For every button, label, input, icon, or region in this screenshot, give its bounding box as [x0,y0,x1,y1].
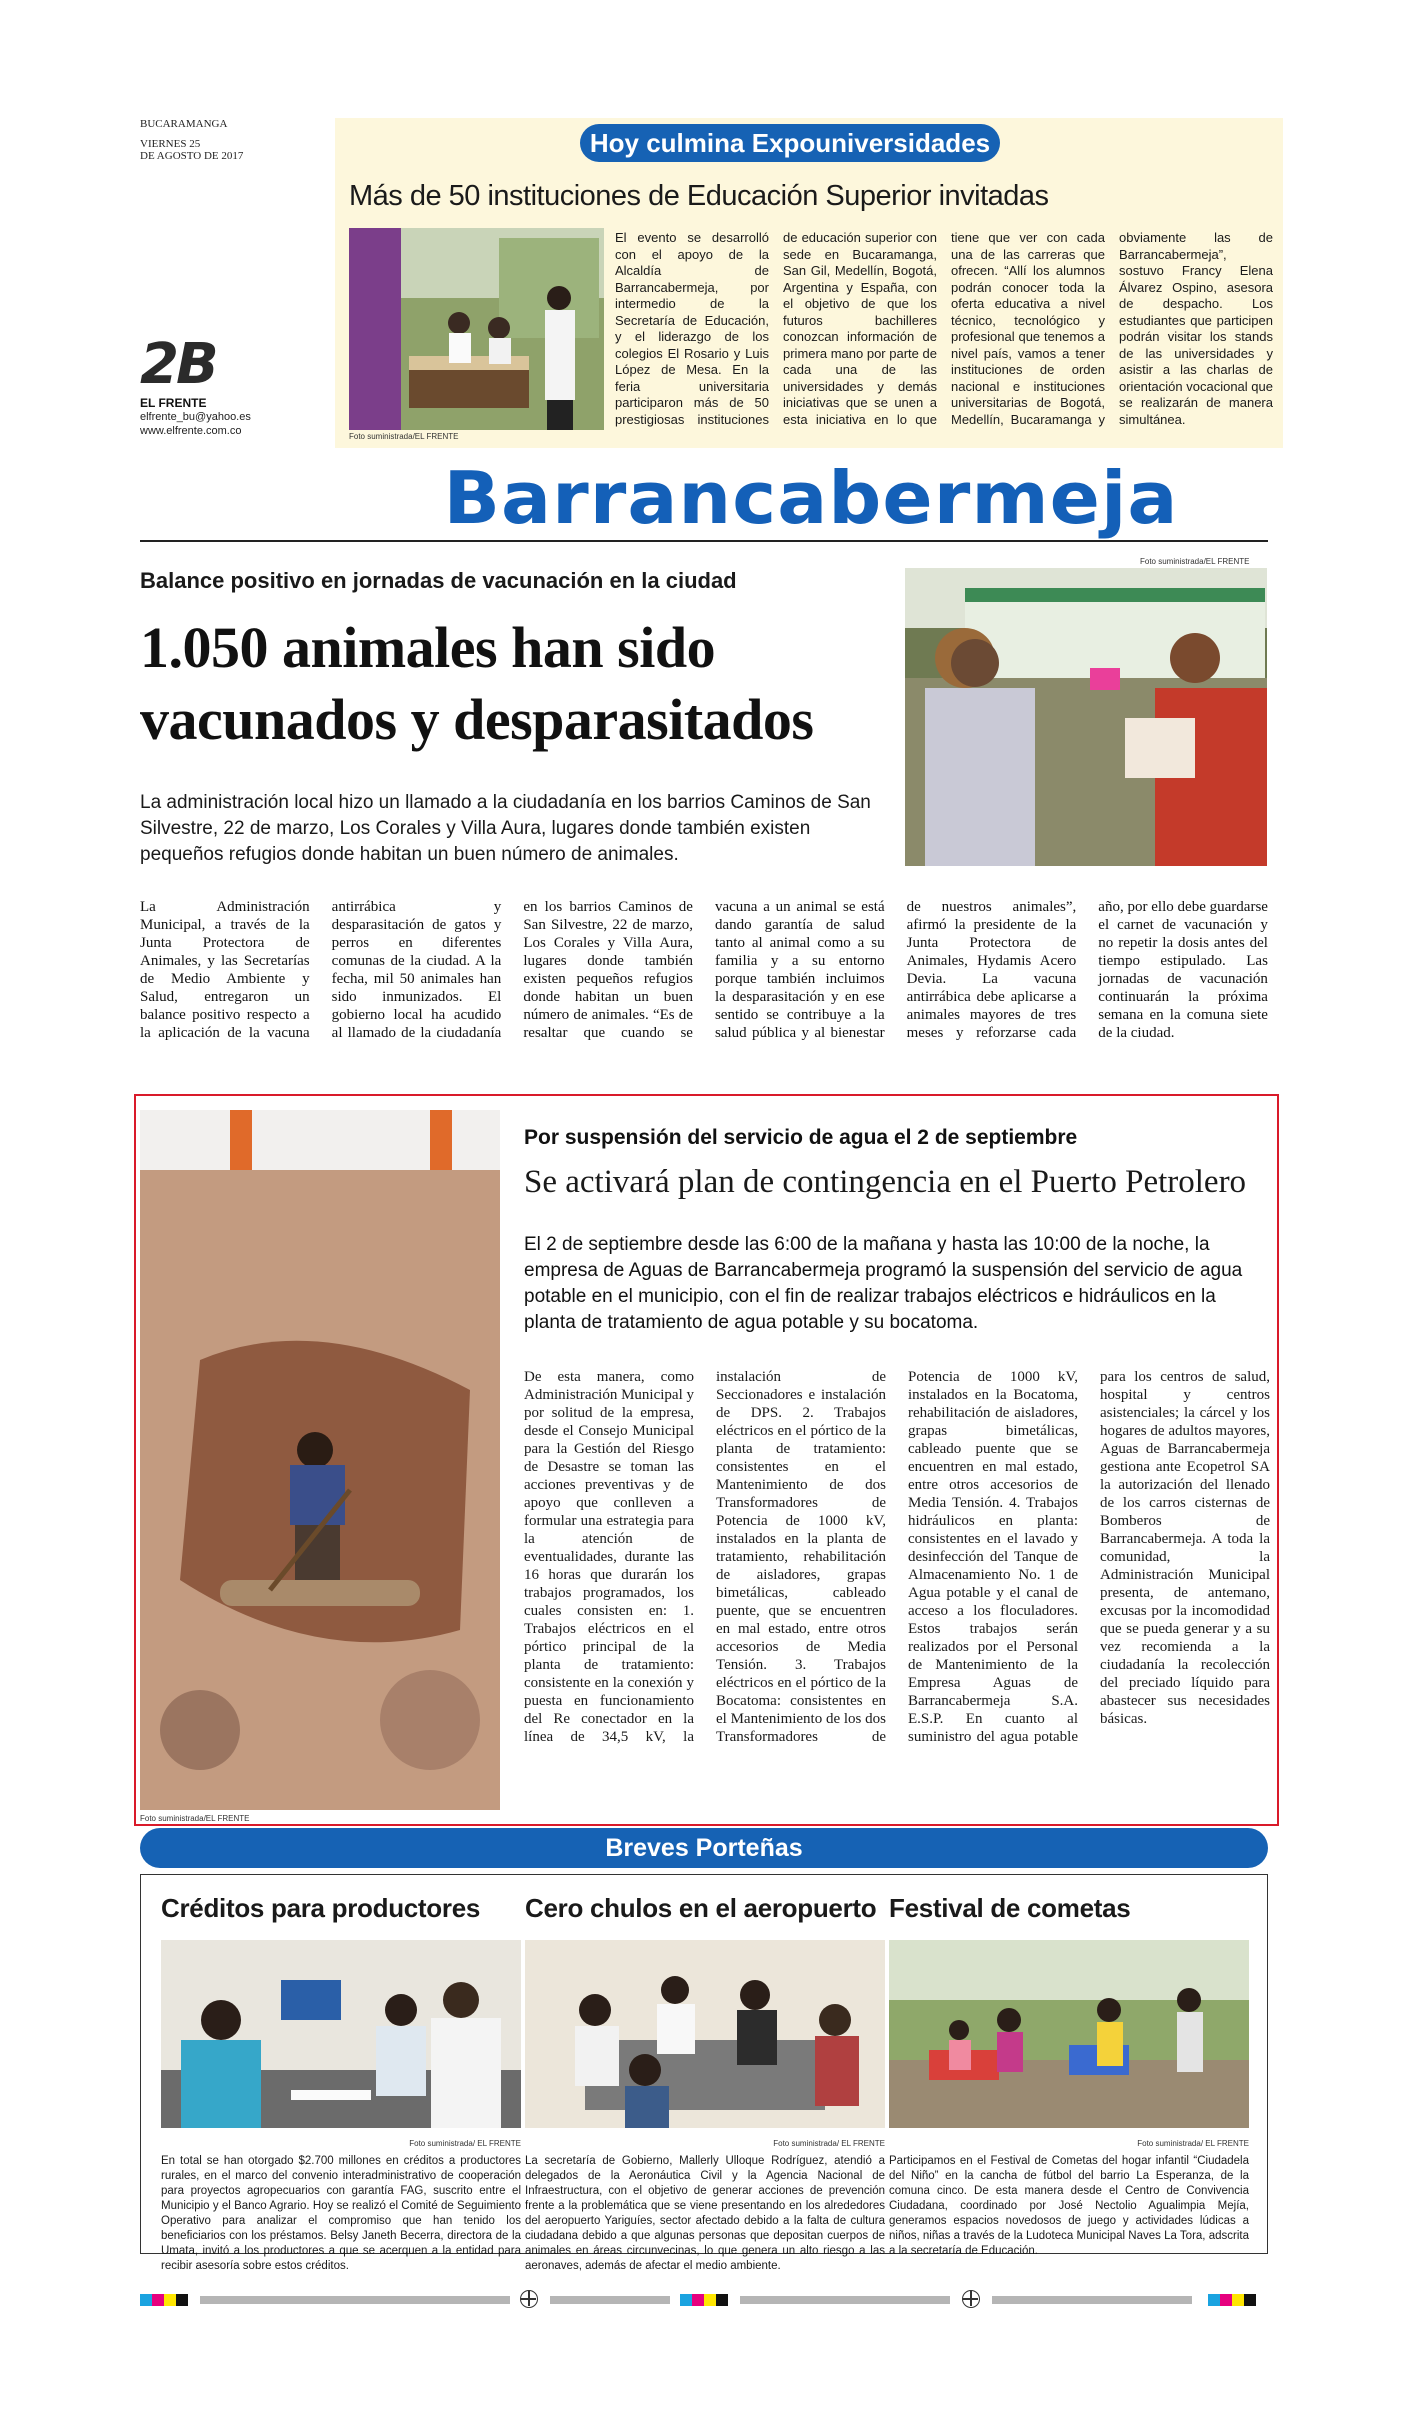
agua-headline: Se activará plan de contingencia en el Puerto Petrolero [524,1164,1247,1200]
expo-headline: Más de 50 instituciones de Educación Superior invitadas [349,180,1049,212]
expo-badge: Hoy culmina Expouniversidades [580,124,1000,162]
black-swatch [176,2294,188,2306]
agua-photo [140,1110,500,1810]
cyan-swatch [1208,2294,1220,2306]
print-registration-bar [140,2290,1268,2310]
brand-name: EL FRENTE [140,396,207,410]
brief-text: En total se han otorgado $2.700 millones en créditos a productores rurales, en el marco del convenio interadministrativo de cooperación para proyectos agropecuarios con garantía FAG, suscrito entre el Municipio y el Banco Agrario. Hoy se realizó el Comité de Seguimiento Operativo para analizar el compromiso que han tenido los beneficiarios con los préstamos. Belsy Janeth Becerra, directora de la Umata, invitó a los productores a que se acerquen a la entidad para recibir asesoría sobre estos créditos. [161,2155,521,2272]
expo-photo [349,228,604,430]
gray-bar [992,2296,1192,2304]
section-title-text: Barrancabermeja [443,456,1179,540]
section-title [336,458,1286,538]
vacunacion-body: La Administración Municipal, a través de la Junta Protectora de Animales, y las Secretarías de Medio Ambiente y Salud, entregaron un balance positivo respecto a la aplicación de la vacuna antirrábica y desparasitación de gatos y perros en diferentes comunas de la ciudad. A la fecha, mil 50 animales han sido inmunizados. El gobierno local ha acudido al llamado de la ciudadanía en los barrios Caminos de San Silvestre, 22 de marzo, Los Corales y Villa Aura, lugares donde también existen pequeños refugios donde habitan un buen número de animales. “Es de resaltar que cuando se vacuna a un animal se está dando garantía de salud tanto al animal como a su familia y a su entorno porque también incluimos la desparasitación y en ese sentido se contribuye a la salud pública y al bienestar de nuestros animales”, afirmó la presidente de la Junta Protectora de Animales, Hydamis Acero Devia. La vacuna antirrábica debe aplicarse a animales mayores de tres meses y reforzarse cada año, por ello debe guardarse el carnet de vacunación y no repetir la dosis antes del tiempo estipulado. Las jornadas de vacunación continuarán la próxima semana en la comuna siete de la ciudad. [140,899,1268,1041]
expo-article [335,118,1283,448]
gray-bar [200,2296,510,2304]
vacunacion-lead: La administración local hizo un llamado a la ciudadanía en los barrios Caminos de San Silvestre, 22 de marzo, Los Corales y Villa Aura, lugares donde también existen pequeños refugios donde habitan un buen número de animales. [140,792,871,865]
section-rule [140,540,1268,542]
page-number: 2B [140,332,216,397]
agua-article [134,1094,1279,1826]
brief-photo [889,1940,1249,2128]
cyan-swatch [140,2294,152,2306]
yellow-swatch [1232,2294,1244,2306]
page-info [140,332,280,438]
brief-photo-credit: Foto suministrada/ EL FRENTE [409,2139,521,2148]
vacunacion-photo-credit: Foto suministrada/EL FRENTE [1140,557,1250,566]
breves-box [140,1874,1268,2272]
registration-mark-icon [962,2290,980,2308]
date: DE AGOSTO DE 2017 [140,150,244,162]
agua-body: De esta manera, como Administración Municipal y por solitud de la empresa, desde el Consejo Municipal para la Gestión del Riesgo de Desastre se toman las acciones preventivas y de apoyo que conlleven a formular una estrategia para la atención de eventualidades, durante las 16 horas que durarán los trabajos programados, los cuales consisten en: 1. Trabajos eléctricos en el pórtico principal de la planta de tratamiento: consistente en la conexión y puesta en funcionamiento del Re conectador en la línea de 34,5 kV, la instalación de Seccionadores e instalación de DPS. 2. Trabajos eléctricos en el pórtico de la planta de tratamiento: consistentes en el Mantenimiento de dos Transformadores de Potencia de 1000 kV, instalados en la planta de tratamiento, rehabilitación de aisladores, grapas bimetálicas, cableado puente, que se encuentren en mal estado, entre otros accesorios de Media Tensión. 3. Trabajos eléctricos en el pórtico de la Bocatoma: consistentes en el Mantenimiento de los dos Transformadores de Potencia de 1000 kV, instalados en la Bocatoma, rehabilitación de aisladores, grapas bimetálicas, cableado puente que se encuentren en mal estado, entre otros accesorios de Media Tensión. 4. Trabajos hidráulicos en planta: consistentes en el lavado y desinfección del Tanque de Almacenamiento No. 1 de Agua potable y el canal de acceso a los floculadores. Estos trabajos serán realizados por el Personal de Mantenimiento de la Empresa Aguas de Barrancabermeja S.A. E.S.P. En cuanto al suministro del agua potable para los centros de salud, hospital y centros asistenciales; la cárcel y los hogares de adultos mayores, Aguas de Barrancabermeja gestiona ante Ecopetrol SA la autorización del llenado de los carros cisternas de Bomberos de Barrancabermeja. A toda la comunidad, la Administración Municipal presenta, de antemano, excusas por la incomodidad que se pueda generar y a su vez recomienda a la ciudadanía la recolección del preciado líquido para abastecer sus necesidades básicas. [524,1369,1270,1745]
agua-photo-credit: Foto suministrada/EL FRENTE [140,1814,250,1823]
registration-mark-icon [520,2290,538,2308]
edition-info [140,118,280,162]
brief-text: La secretaría de Gobierno, Mallerly Ulloque Rodríguez, atendió a delegados de la Aeronáutica Civil y la Agencia Nacional de Infraestructura, con el objetivo de generar acciones de prevención frente a la problemática que se viene presentando en los alrededores del aeropuerto Yariguíes, sector afectado debido a la falta de cultura ciudadana debido a que algunas personas que depositan cuerpos de animales en áreas circunvecinas, lo que genera un alto riesgo a las aeronaves, además de afectar el medio ambiente. [525,2155,885,2272]
brief-title: Cero chulos en el aeropuerto [525,1893,877,1923]
agua-kicker: Por suspensión del servicio de agua el 2 de septiembre [524,1126,1078,1149]
email: elfrente_bu@yahoo.es [140,411,251,423]
brief-photo-credit: Foto suministrada/ EL FRENTE [773,2139,885,2148]
brief-photo [525,1940,885,2128]
brief-creditos [161,1875,521,2274]
vacunacion-headline: 1.050 animales han sido vacunados y desparasitados [140,615,814,752]
black-swatch [716,2294,728,2306]
magenta-swatch [692,2294,704,2306]
gray-bar [550,2296,670,2304]
yellow-swatch [164,2294,176,2306]
brief-text: Participamos en el Festival de Cometas del hogar infantil “Ciudadela del Niño” en la cancha de fútbol del barrio La Esperanza, de la comuna cinco. De esta manera desde el Centro de Convivencia Ciudadana, coordinado por José Nectolio Agualimpia Mejía, generamos espacios novedosos de juego y actividades lúdicas a niños, niñas a través de la Ludoteca Municipal Naves La Tora, adscrita a la secretaría de Educación. [889,2155,1249,2257]
brief-chulos [525,1875,885,2274]
black-swatch [1244,2294,1256,2306]
cyan-swatch [680,2294,692,2306]
expo-body: El evento se desarrolló con el apoyo de la Alcaldía de Barrancabermeja, por intermedio de la Secretaría de Educación, y el liderazgo de los colegios El Rosario y Luis López de Mesa. En la feria universitaria participaron más de 50 prestigiosas instituciones de educación superior con sede en Bucaramanga, San Gil, Medellín, Bogotá, Argentina y España, con el objetivo de que los futuros bachilleres conozcan información de primera mano por parte de cada una de las universidades y demás iniciativas que se unen a esta iniciativa en lo que tiene que ver con cada una de las carreras que ofrecen. “Allí los alumnos podrán conocer toda la oferta educativa a nivel técnico, tecnológico y profesional que tenemos a nivel país, vamos a tener instituciones de orden nacional e instituciones universitarias de Bogotá, Medellín, Bucaramanga y obviamente las de Barrancabermeja”, sostuvo Francy Elena Álvarez Ospino, asesora de despacho. Los estudiantes que participen podrán visitar los stands de las universidades y asistir a las charlas de orientación vocacional que se realizarán de manera simultánea. [615,230,1273,427]
vacunacion-photo [905,568,1267,866]
brief-photo-credit: Foto suministrada/ EL FRENTE [1137,2139,1249,2148]
brief-photo [161,1940,521,2128]
vacunacion-kicker: Balance positivo en jornadas de vacunación en la ciudad [140,568,737,593]
magenta-swatch [152,2294,164,2306]
brief-title: Festival de cometas [889,1893,1131,1923]
brief-cometas [889,1875,1249,2259]
gray-bar [740,2296,950,2304]
breves-title: Breves Porteñas [140,1828,1268,1868]
agua-lead: El 2 de septiembre desde las 6:00 de la mañana y hasta las 10:00 de la noche, la empresa de Aguas de Barrancabermeja programó la suspensión del servicio de agua potable en el municipio, con el fin de realizar trabajos eléctricos e hidráulicos en la planta de tratamiento de agua potable y su bocatoma. [524,1234,1243,1333]
website: www.elfrente.com.co [140,425,242,437]
day: VIERNES 25 [140,138,201,150]
magenta-swatch [1220,2294,1232,2306]
city: BUCARAMANGA [140,118,228,130]
expo-photo-credit: Foto suministrada/EL FRENTE [349,432,459,441]
brief-title: Créditos para productores [161,1893,481,1923]
yellow-swatch [704,2294,716,2306]
